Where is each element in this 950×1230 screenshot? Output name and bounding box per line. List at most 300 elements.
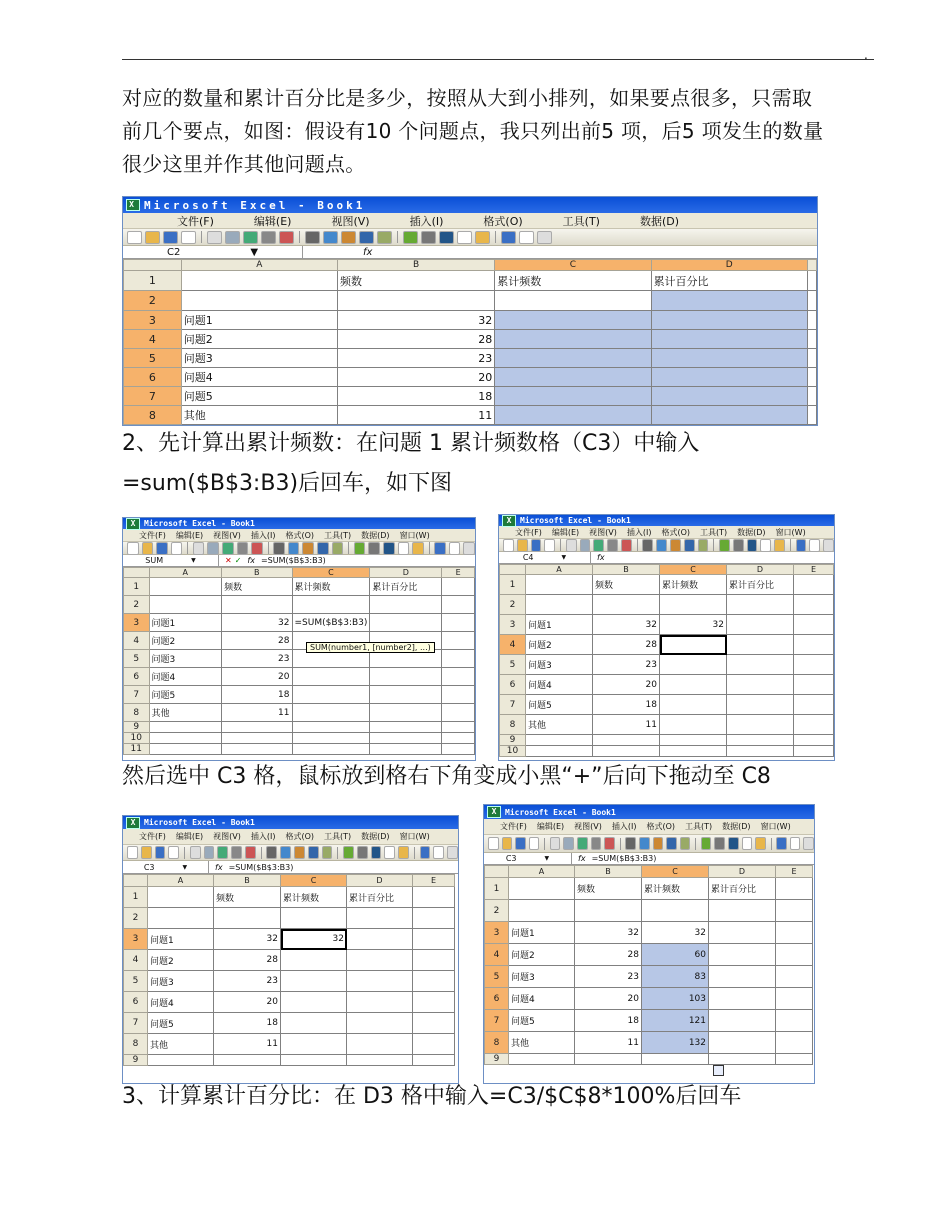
toolbar-button-icon[interactable]: [171, 542, 183, 555]
row-header[interactable]: 3: [124, 614, 150, 632]
cell[interactable]: 32: [593, 615, 660, 635]
cell[interactable]: [575, 1054, 642, 1065]
menu-item[interactable]: 插入(I): [626, 527, 652, 537]
cancel-icon[interactable]: ✕: [225, 556, 232, 565]
row-header[interactable]: 1: [485, 878, 509, 900]
cell[interactable]: 累计频数: [660, 575, 727, 595]
cell[interactable]: [660, 635, 727, 655]
cell[interactable]: 11: [222, 704, 292, 722]
cell[interactable]: [337, 291, 494, 311]
menu-item[interactable]: 工具(T): [324, 530, 352, 540]
cell[interactable]: [413, 1034, 455, 1055]
cell[interactable]: [651, 368, 807, 387]
toolbar-button-icon[interactable]: [190, 846, 201, 859]
toolbar-button-icon[interactable]: [544, 539, 555, 552]
toolbar-button-icon[interactable]: [566, 539, 577, 552]
toolbar-button-icon[interactable]: [156, 542, 168, 555]
row-header[interactable]: 4: [124, 330, 182, 349]
cell[interactable]: 32: [214, 929, 281, 950]
cell[interactable]: [442, 744, 475, 755]
cell[interactable]: 11: [337, 406, 494, 425]
cell[interactable]: [794, 746, 834, 757]
toolbar-button-icon[interactable]: [317, 542, 329, 555]
cell[interactable]: [660, 746, 727, 757]
cell[interactable]: [442, 578, 475, 596]
toolbar-button-icon[interactable]: [288, 542, 300, 555]
cell[interactable]: 累计频数: [281, 887, 347, 908]
cell[interactable]: [776, 966, 813, 988]
cell[interactable]: [214, 1055, 281, 1066]
menu-item[interactable]: 格式(O): [646, 822, 676, 831]
cell[interactable]: 问题4: [181, 368, 337, 387]
cell[interactable]: [442, 632, 475, 650]
cell[interactable]: [794, 615, 834, 635]
toolbar-button-icon[interactable]: [502, 837, 513, 850]
cell[interactable]: 问题1: [149, 614, 222, 632]
row-header[interactable]: 4: [124, 632, 150, 650]
cell[interactable]: [794, 575, 834, 595]
row-header[interactable]: 1: [124, 271, 182, 291]
cell[interactable]: [370, 668, 442, 686]
toolbar-button-icon[interactable]: [412, 542, 424, 555]
cell[interactable]: 问题1: [509, 922, 575, 944]
row-header[interactable]: 8: [124, 1034, 148, 1055]
toolbar-button-icon[interactable]: [656, 539, 667, 552]
menu-item[interactable]: 数据(D): [361, 530, 390, 540]
row-header[interactable]: 7: [500, 695, 526, 715]
cell[interactable]: [495, 291, 651, 311]
cell[interactable]: [281, 1034, 347, 1055]
cell[interactable]: 问题3: [181, 349, 337, 368]
toolbar-button-icon[interactable]: [251, 542, 263, 555]
cell[interactable]: 其他: [526, 715, 593, 735]
row-header[interactable]: 2: [500, 595, 526, 615]
toolbar-button-icon[interactable]: [755, 837, 766, 850]
col-header-c[interactable]: C: [495, 260, 651, 271]
cell[interactable]: 18: [337, 387, 494, 406]
toolbar-button-icon[interactable]: [653, 837, 664, 850]
cell[interactable]: [495, 330, 651, 349]
toolbar-button-icon[interactable]: [377, 231, 392, 244]
menu-view[interactable]: 视图(V): [331, 214, 370, 228]
toolbar-button-icon[interactable]: [531, 539, 542, 552]
toolbar-button-icon[interactable]: [305, 231, 320, 244]
cell[interactable]: 问题2: [181, 330, 337, 349]
toolbar-button-icon[interactable]: [141, 846, 152, 859]
cell[interactable]: [442, 733, 475, 744]
toolbar-button-icon[interactable]: [621, 539, 632, 552]
cell[interactable]: 32: [281, 929, 347, 950]
toolbar-button-icon[interactable]: [127, 846, 138, 859]
cell[interactable]: [526, 746, 593, 757]
cell[interactable]: [149, 596, 222, 614]
toolbar-button-icon[interactable]: [733, 539, 744, 552]
cell[interactable]: 18: [214, 1013, 281, 1034]
toolbar-button-icon[interactable]: [193, 542, 205, 555]
cell[interactable]: [526, 575, 593, 595]
cell[interactable]: [651, 387, 807, 406]
cell[interactable]: [794, 635, 834, 655]
cell[interactable]: [442, 614, 475, 632]
cell[interactable]: [660, 715, 727, 735]
toolbar-button-icon[interactable]: [127, 231, 142, 244]
cell[interactable]: [709, 966, 776, 988]
toolbar-button-icon[interactable]: [809, 539, 820, 552]
toolbar-button-icon[interactable]: [488, 837, 499, 850]
cell[interactable]: [413, 950, 455, 971]
cell[interactable]: [281, 1013, 347, 1034]
menu-item[interactable]: 插入(I): [250, 530, 276, 540]
cell[interactable]: 问题2: [148, 950, 214, 971]
toolbar-button-icon[interactable]: [796, 539, 807, 552]
toolbar-button-icon[interactable]: [261, 231, 276, 244]
toolbar-button-icon[interactable]: [698, 539, 709, 552]
cell[interactable]: [727, 735, 794, 746]
col-header[interactable]: B: [222, 568, 292, 578]
toolbar-button-icon[interactable]: [591, 837, 602, 850]
toolbar-button-icon[interactable]: [145, 231, 160, 244]
toolbar-button-icon[interactable]: [680, 837, 691, 850]
toolbar-button-icon[interactable]: [266, 846, 277, 859]
cell[interactable]: [495, 406, 651, 425]
row-header[interactable]: 1: [124, 887, 148, 908]
cell[interactable]: [709, 944, 776, 966]
toolbar-button-icon[interactable]: [550, 837, 561, 850]
cell[interactable]: [347, 929, 413, 950]
row-header[interactable]: 3: [124, 311, 182, 330]
toolbar-button-icon[interactable]: [384, 846, 395, 859]
menu-item[interactable]: 视图(V): [589, 527, 617, 537]
cell[interactable]: [575, 900, 642, 922]
cell[interactable]: 28: [593, 635, 660, 655]
menu-edit[interactable]: 编辑(E): [253, 214, 292, 228]
row-header[interactable]: 3: [500, 615, 526, 635]
formula-text[interactable]: =SUM($B$3:B3): [591, 854, 657, 863]
row-header[interactable]: 5: [124, 650, 150, 668]
cell[interactable]: [281, 971, 347, 992]
menu-item[interactable]: 窗口(W): [760, 822, 791, 831]
cell[interactable]: [709, 1032, 776, 1054]
cell[interactable]: 20: [575, 988, 642, 1010]
toolbar-button-icon[interactable]: [503, 539, 514, 552]
cell[interactable]: 28: [575, 944, 642, 966]
toolbar-button-icon[interactable]: [231, 846, 242, 859]
cell[interactable]: [413, 1055, 455, 1066]
col-header[interactable]: D: [727, 565, 794, 575]
menu-item[interactable]: 格式(O): [285, 832, 315, 841]
cell[interactable]: [709, 1054, 776, 1065]
name-box[interactable]: SUM ▼: [123, 555, 219, 566]
toolbar-button-icon[interactable]: [537, 231, 552, 244]
col-header[interactable]: B: [575, 866, 642, 878]
cell[interactable]: [794, 715, 834, 735]
row-header[interactable]: 9: [124, 722, 150, 733]
cell[interactable]: 32: [660, 615, 727, 635]
row-header[interactable]: 9: [485, 1054, 509, 1065]
toolbar-button-icon[interactable]: [207, 231, 222, 244]
cell[interactable]: [442, 596, 475, 614]
cell[interactable]: [651, 330, 807, 349]
toolbar-button-icon[interactable]: [790, 837, 801, 850]
cell[interactable]: [222, 596, 292, 614]
menu-file[interactable]: 文件(F): [177, 214, 214, 228]
col-header[interactable]: E: [442, 568, 475, 578]
cell[interactable]: 32: [575, 922, 642, 944]
toolbar-button-icon[interactable]: [593, 539, 604, 552]
toolbar-button-icon[interactable]: [719, 539, 730, 552]
toolbar-button-icon[interactable]: [577, 837, 588, 850]
cell[interactable]: [370, 596, 442, 614]
toolbar-button-icon[interactable]: [714, 837, 725, 850]
cell[interactable]: [413, 1013, 455, 1034]
col-header[interactable]: E: [413, 875, 455, 887]
toolbar-button-icon[interactable]: [323, 231, 338, 244]
cell[interactable]: [794, 695, 834, 715]
cell[interactable]: [776, 944, 813, 966]
cell[interactable]: [776, 922, 813, 944]
cell-header-pct[interactable]: 累计百分比: [651, 271, 807, 291]
cell[interactable]: 频数: [214, 887, 281, 908]
cell[interactable]: [413, 887, 455, 908]
cell[interactable]: [292, 596, 370, 614]
toolbar-button-icon[interactable]: [475, 231, 490, 244]
cell[interactable]: 20: [337, 368, 494, 387]
toolbar-button-icon[interactable]: [803, 837, 814, 850]
menu-tools[interactable]: 工具(T): [562, 214, 600, 228]
cell[interactable]: 累计百分比: [347, 887, 413, 908]
cell[interactable]: 问题4: [526, 675, 593, 695]
cell[interactable]: 问题1: [148, 929, 214, 950]
cell[interactable]: [347, 971, 413, 992]
menu-item[interactable]: 文件(F): [139, 832, 166, 841]
cell[interactable]: [292, 733, 370, 744]
row-header[interactable]: 8: [500, 715, 526, 735]
cell[interactable]: [281, 950, 347, 971]
toolbar-button-icon[interactable]: [447, 846, 458, 859]
cell[interactable]: 问题3: [149, 650, 222, 668]
toolbar-button-icon[interactable]: [383, 542, 395, 555]
cell[interactable]: [526, 595, 593, 615]
cell[interactable]: 问题5: [149, 686, 222, 704]
row-header[interactable]: 7: [124, 387, 182, 406]
toolbar-button-icon[interactable]: [163, 231, 178, 244]
cell[interactable]: [642, 1054, 709, 1065]
row-header[interactable]: 6: [124, 668, 150, 686]
cell[interactable]: 频数: [222, 578, 292, 596]
cell[interactable]: [727, 675, 794, 695]
cell[interactable]: [660, 655, 727, 675]
col-header[interactable]: A: [509, 866, 575, 878]
cell[interactable]: [660, 595, 727, 615]
col-header[interactable]: E: [776, 866, 813, 878]
cell[interactable]: 32: [222, 614, 292, 632]
cell[interactable]: [281, 992, 347, 1013]
cell[interactable]: 其他: [148, 1034, 214, 1055]
cell[interactable]: 问题5: [181, 387, 337, 406]
cell[interactable]: [292, 704, 370, 722]
toolbar-button-icon[interactable]: [243, 231, 258, 244]
cell[interactable]: 20: [593, 675, 660, 695]
toolbar-button-icon[interactable]: [322, 846, 333, 859]
menu-item[interactable]: 工具(T): [324, 832, 352, 841]
cell[interactable]: [370, 744, 442, 755]
toolbar-button-icon[interactable]: [433, 846, 444, 859]
col-header[interactable]: B: [593, 565, 660, 575]
toolbar-button-icon[interactable]: [308, 846, 319, 859]
cell[interactable]: [442, 722, 475, 733]
row-header[interactable]: 6: [124, 368, 182, 387]
row-header[interactable]: 7: [124, 1013, 148, 1034]
row-header[interactable]: 5: [500, 655, 526, 675]
cell[interactable]: 121: [642, 1010, 709, 1032]
row-header[interactable]: 11: [124, 744, 150, 755]
cell[interactable]: 23: [222, 650, 292, 668]
cell[interactable]: 18: [222, 686, 292, 704]
cell[interactable]: [413, 929, 455, 950]
toolbar-button-icon[interactable]: [434, 542, 446, 555]
toolbar-button-icon[interactable]: [515, 837, 526, 850]
cell[interactable]: [776, 900, 813, 922]
cell[interactable]: [281, 908, 347, 929]
toolbar-button-icon[interactable]: [625, 837, 636, 850]
cell[interactable]: [794, 655, 834, 675]
toolbar-button-icon[interactable]: [368, 542, 380, 555]
toolbar-button-icon[interactable]: [371, 846, 382, 859]
toolbar-button-icon[interactable]: [207, 542, 219, 555]
toolbar-button-icon[interactable]: [403, 231, 418, 244]
menu-data[interactable]: 数据(D): [639, 214, 680, 228]
cell[interactable]: [509, 878, 575, 900]
toolbar-button-icon[interactable]: [332, 542, 344, 555]
row-header[interactable]: 1: [124, 578, 150, 596]
name-box[interactable]: C3 ▼: [484, 853, 572, 864]
cell[interactable]: [794, 675, 834, 695]
col-header[interactable]: C: [660, 565, 727, 575]
toolbar-button-icon[interactable]: [728, 837, 739, 850]
row-header[interactable]: 7: [124, 686, 150, 704]
cell[interactable]: [727, 595, 794, 615]
cell[interactable]: [509, 1054, 575, 1065]
cell[interactable]: 83: [642, 966, 709, 988]
toolbar-button-icon[interactable]: [823, 539, 834, 552]
col-header[interactable]: A: [149, 568, 222, 578]
toolbar-button-icon[interactable]: [273, 542, 285, 555]
col-header[interactable]: C: [292, 568, 370, 578]
menu-item[interactable]: 插入(I): [611, 822, 637, 831]
row-header[interactable]: 8: [124, 704, 150, 722]
col-header[interactable]: B: [214, 875, 281, 887]
row-header[interactable]: 5: [485, 966, 509, 988]
row-header[interactable]: 6: [124, 992, 148, 1013]
cell[interactable]: [727, 746, 794, 757]
cell[interactable]: [292, 744, 370, 755]
cell[interactable]: 累计百分比: [370, 578, 442, 596]
cell[interactable]: 问题5: [148, 1013, 214, 1034]
cell[interactable]: [347, 1034, 413, 1055]
toolbar-button-icon[interactable]: [217, 846, 228, 859]
cell[interactable]: 23: [214, 971, 281, 992]
toolbar-button-icon[interactable]: [463, 542, 475, 555]
cell[interactable]: [370, 722, 442, 733]
cell[interactable]: [442, 704, 475, 722]
cell[interactable]: 23: [575, 966, 642, 988]
toolbar-button-icon[interactable]: [155, 846, 166, 859]
menu-item[interactable]: 文件(F): [500, 822, 527, 831]
col-header[interactable]: A: [526, 565, 593, 575]
toolbar-button-icon[interactable]: [302, 542, 314, 555]
menu-item[interactable]: 插入(I): [250, 832, 276, 841]
cell[interactable]: [370, 733, 442, 744]
cell[interactable]: [347, 950, 413, 971]
cell[interactable]: 其他: [181, 406, 337, 425]
cell[interactable]: [413, 908, 455, 929]
menu-item[interactable]: 格式(O): [285, 530, 315, 540]
menu-item[interactable]: 数据(D): [361, 832, 390, 841]
row-header[interactable]: 2: [124, 908, 148, 929]
formula-text[interactable]: =SUM($B$3:B3): [228, 862, 294, 872]
cell[interactable]: [413, 992, 455, 1013]
menu-item[interactable]: 窗口(W): [399, 832, 430, 841]
cell[interactable]: [727, 655, 794, 675]
menu-item[interactable]: 工具(T): [685, 822, 713, 831]
menu-item[interactable]: 编辑(E): [175, 530, 204, 540]
toolbar-button-icon[interactable]: [359, 231, 374, 244]
cell[interactable]: 累计百分比: [727, 575, 794, 595]
cell[interactable]: [347, 908, 413, 929]
cell[interactable]: 11: [575, 1032, 642, 1054]
cell[interactable]: [660, 735, 727, 746]
menu-item[interactable]: 视图(V): [213, 832, 241, 841]
cell[interactable]: [292, 686, 370, 704]
menu-item[interactable]: 视图(V): [574, 822, 602, 831]
cell[interactable]: 23: [337, 349, 494, 368]
row-header[interactable]: 10: [124, 733, 150, 744]
toolbar-button-icon[interactable]: [294, 846, 305, 859]
row-header[interactable]: 7: [485, 1010, 509, 1032]
cell[interactable]: [347, 1013, 413, 1034]
toolbar-button-icon[interactable]: [398, 542, 410, 555]
toolbar-button-icon[interactable]: [639, 837, 650, 850]
cell[interactable]: 问题5: [509, 1010, 575, 1032]
cell[interactable]: [442, 686, 475, 704]
menu-item[interactable]: 文件(F): [515, 527, 542, 537]
cell[interactable]: [370, 704, 442, 722]
cell[interactable]: [794, 595, 834, 615]
cell[interactable]: [442, 650, 475, 668]
toolbar-button-icon[interactable]: [279, 231, 294, 244]
cell[interactable]: [709, 988, 776, 1010]
row-header[interactable]: 6: [485, 988, 509, 1010]
cell[interactable]: [776, 1010, 813, 1032]
row-header[interactable]: 2: [485, 900, 509, 922]
cell[interactable]: [347, 992, 413, 1013]
cell[interactable]: 132: [642, 1032, 709, 1054]
toolbar-button-icon[interactable]: [760, 539, 771, 552]
toolbar-button-icon[interactable]: [204, 846, 215, 859]
cell[interactable]: [370, 686, 442, 704]
cell-header-freq[interactable]: 频数: [337, 271, 494, 291]
row-header[interactable]: 10: [500, 746, 526, 757]
cell[interactable]: [214, 908, 281, 929]
col-header[interactable]: A: [148, 875, 214, 887]
cell[interactable]: [794, 735, 834, 746]
cell[interactable]: 问题1: [526, 615, 593, 635]
cell[interactable]: [292, 668, 370, 686]
cell[interactable]: [148, 908, 214, 929]
cell[interactable]: [149, 722, 222, 733]
menu-item[interactable]: 窗口(W): [399, 530, 430, 540]
row-header[interactable]: 4: [500, 635, 526, 655]
